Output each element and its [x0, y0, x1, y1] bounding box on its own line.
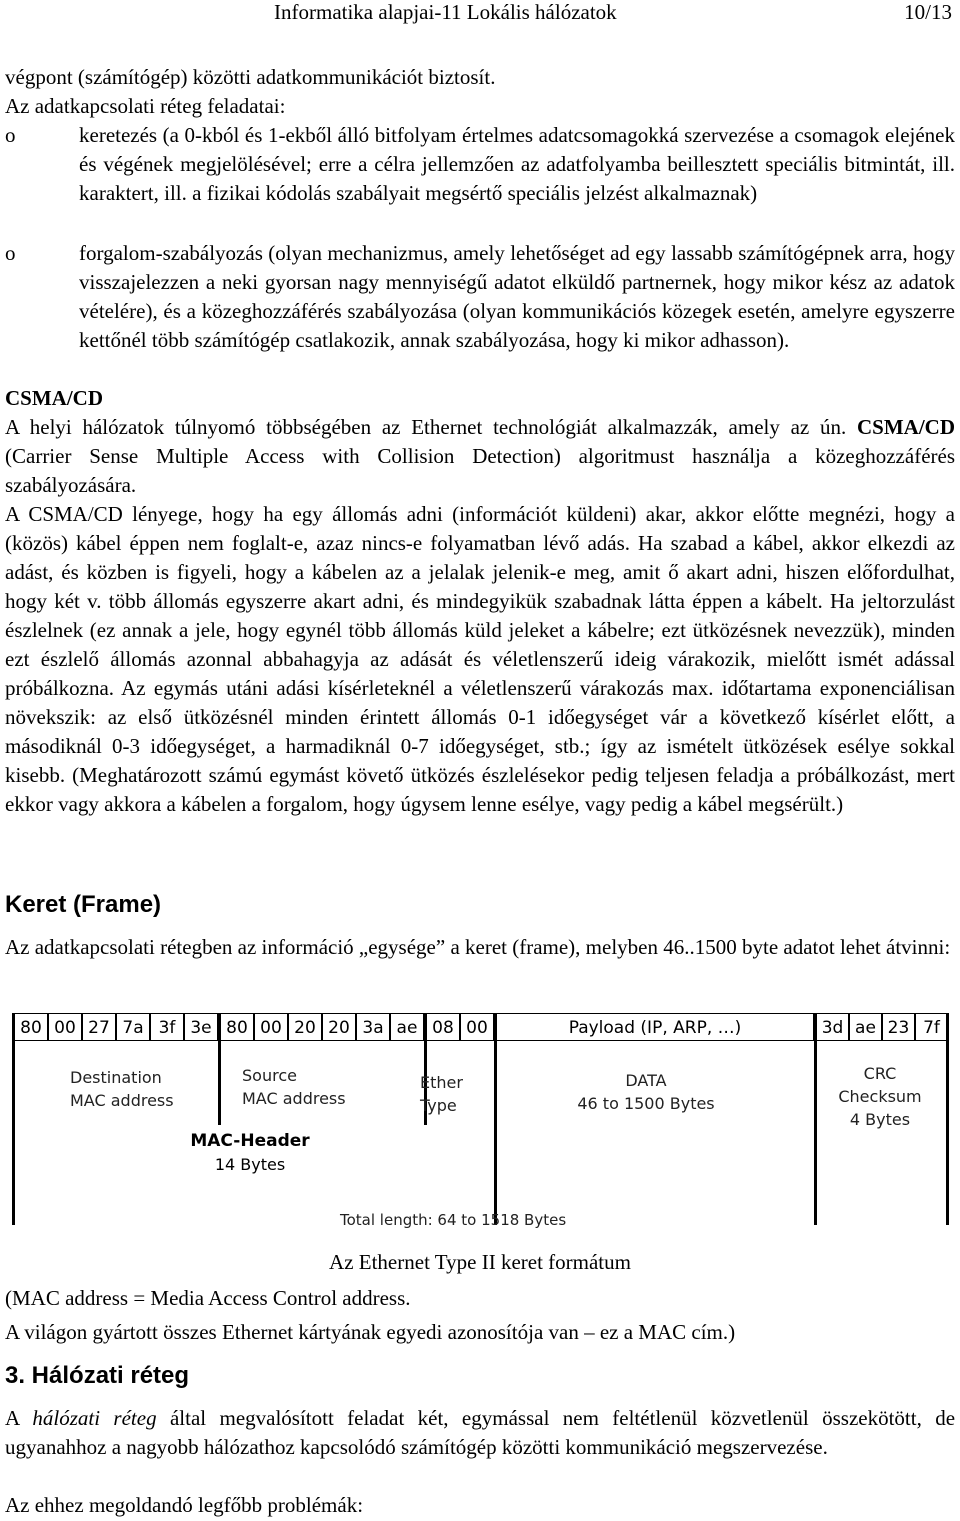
byte-cell: 00: [254, 1013, 288, 1041]
byte-cell: 7a: [116, 1013, 150, 1041]
dll-intro: Az adatkapcsolati réteg feladatai:: [5, 94, 286, 118]
frame-separator: [12, 1013, 15, 1225]
data-label: DATA 46 to 1500 Bytes: [577, 1071, 715, 1113]
csma-p1-bold: CSMA/CD: [857, 415, 955, 439]
csma-heading: CSMA/CD: [5, 386, 103, 410]
byte-cell: 08: [426, 1013, 460, 1041]
byte-cell: 3e: [184, 1013, 218, 1041]
network-layer-heading: 3. Hálózati réteg: [5, 1362, 190, 1389]
net-p1-text-a: A: [5, 1406, 20, 1430]
header-title: Informatika alapjai-11 Lokális hálózatok: [274, 0, 617, 24]
total-length-label: Total length: 64 to 1518 Bytes: [340, 1211, 567, 1229]
byte-cell: 3a: [356, 1013, 390, 1041]
csma-paragraph-1: [5, 413, 955, 500]
byte-cell: ae: [849, 1013, 882, 1041]
byte-cell: 80: [14, 1013, 48, 1041]
bullet-flow-control: forgalom-szabályozás (olyan mechanizmus, amely lehetőséget ad egy lassabb számítógépnek arra, hogy visszajelezzen a neki gyorsan nagy mennyiségű adatot elküldő partnernek, hogy mikor kész az adatok vételére), és a közeghozzáférés szabályozása (olyan kommunikációs közegek esetén, amelyre egyszerre kettőnél több számítógép csatlakozik, annak szabályozása, hogy ki mikor adhasson).: [79, 241, 955, 352]
csma-p1-text-b: (Carrier Sense Multiple Access with Collision Detection) algoritmust használja a közeghozzáférés szabályozására.: [5, 444, 955, 497]
byte-cell: 00: [460, 1013, 494, 1041]
net-p1-text-b: által megvalósított feladat két, egymással nem feltétlenül közvetlenül összekötött, de ugyanahhoz a nagyobb hálózathoz kapcsolódó számítógép közötti kommunikáció megszervezése.: [5, 1406, 956, 1459]
destination-label: Destination MAC address: [70, 1068, 174, 1110]
frame-separator: [814, 1013, 817, 1225]
top-line: végpont (számítógép) közötti adatkommunikációt biztosít.: [5, 65, 496, 89]
byte-cell: ae: [390, 1013, 424, 1041]
frame-separator: [946, 1013, 949, 1225]
bullet-marker-2: o: [5, 241, 16, 265]
byte-cell: 23: [882, 1013, 915, 1041]
payload-cell: Payload (IP, ARP, …): [496, 1013, 814, 1041]
csma-paragraph-2: A CSMA/CD lényege, hogy ha egy állomás adni (információt küldeni) akar, akkor előtte megnézi, hogy a (közös) kábel éppen nem foglalt-e, azaz nincs-e folyamatban lévő adás. Ha szabad a kábel, akkor elkezdi az adást, és közben is figyeli, hogy a kábelen az a jelalak jelenik-e meg, amit ő akart adni, hiszen előfordulhat, hogy két v. több állomás egyszerre akart adni, és mindegyikük szabadnak látta éppen a kábelt. Ha jeltorzulást észlelnek (ez annak a jele, hogy egynél több állomás küld jeleket a kábelre; ezt ütközésnek nevezzük), minden ezt észlelő állomás azonnal abbahagyja az adását és véletlenszerű ideig várakozik, mielőtt ismét adással próbálkozna. Az egymás utáni adási kísérleteknél a véletlenszerű várakozás max. időtartama exponenciálisan növekszik: az első ütközésnél minden érintett állomás 0-1 időegységet vár a következő kísérlet előtt, a másodiknál 0-3 időegységet, a harmadiknál 0-7 időegységet, stb.; így az ismételt ütközések esélye sokkal kisebb. (Meghatározott számú egymást követő ütközés észlelésekor pedig teljesen feladja a próbálkozást, mert ekkor vagy akkora a kábelen a forgalom, hogy úgysem lenne esélye, vagy pedig a kábel megsérült.): [5, 502, 955, 816]
byte-cell: 7f: [915, 1013, 948, 1041]
net-p1-italic: hálózati réteg: [32, 1406, 157, 1430]
byte-cell: 3f: [150, 1013, 184, 1041]
network-paragraph-1: [5, 1404, 955, 1462]
network-paragraph-2: Az ehhez megoldandó legfőbb problémák:: [5, 1493, 364, 1517]
byte-cell: 00: [48, 1013, 82, 1041]
ethernet-frame-diagram: [14, 1013, 948, 1229]
ethertype-label: Ether Type: [420, 1073, 463, 1115]
frame-intro: Az adatkapcsolati rétegben az információ „egysége” a keret (frame), melyben 46..1500 byte adatot lehet átvinni:: [5, 935, 951, 959]
mac-header-label: MAC-Header 14 Bytes: [190, 1131, 310, 1174]
page-header: [0, 0, 960, 24]
frame-separator: [494, 1013, 497, 1225]
csma-p1-text-a: A helyi hálózatok túlnyomó többségében az Ethernet technológiát alkalmazzák, amely az ún.: [5, 415, 847, 439]
bullet-marker-1: o: [5, 123, 16, 147]
byte-cell: 27: [82, 1013, 116, 1041]
frame-separator: [218, 1013, 221, 1125]
mac-note-1: (MAC address = Media Access Control address.: [5, 1286, 411, 1310]
byte-cell: 3d: [816, 1013, 849, 1041]
byte-cell: 20: [288, 1013, 322, 1041]
crc-label: CRC Checksum 4 Bytes: [838, 1064, 922, 1129]
mac-note-2: A világon gyártott összes Ethernet kártyának egyedi azonosítója van – ez a MAC cím.): [5, 1320, 736, 1344]
byte-cell: 20: [322, 1013, 356, 1041]
frame-heading: Keret (Frame): [5, 891, 162, 918]
source-label: Source MAC address: [242, 1066, 346, 1108]
frame-caption: Az Ethernet Type II keret formátum: [329, 1250, 631, 1274]
page-number: 10/13: [904, 0, 952, 24]
frame-byte-row: [14, 1013, 948, 1043]
byte-cell: 80: [220, 1013, 254, 1041]
bullet-framing: keretezés (a 0-kból és 1-ekből álló bitfolyam értelmes adatcsomagokká szervezése a csomagok elejének és végének megjelölésével; erre a célra jellemzően az adatfolyamba beillesztett speciális bitmintát, ill. karaktert, ill. a fizikai kódolás szabályait megsértő speciális jelzést alkalmaznak): [79, 123, 955, 205]
